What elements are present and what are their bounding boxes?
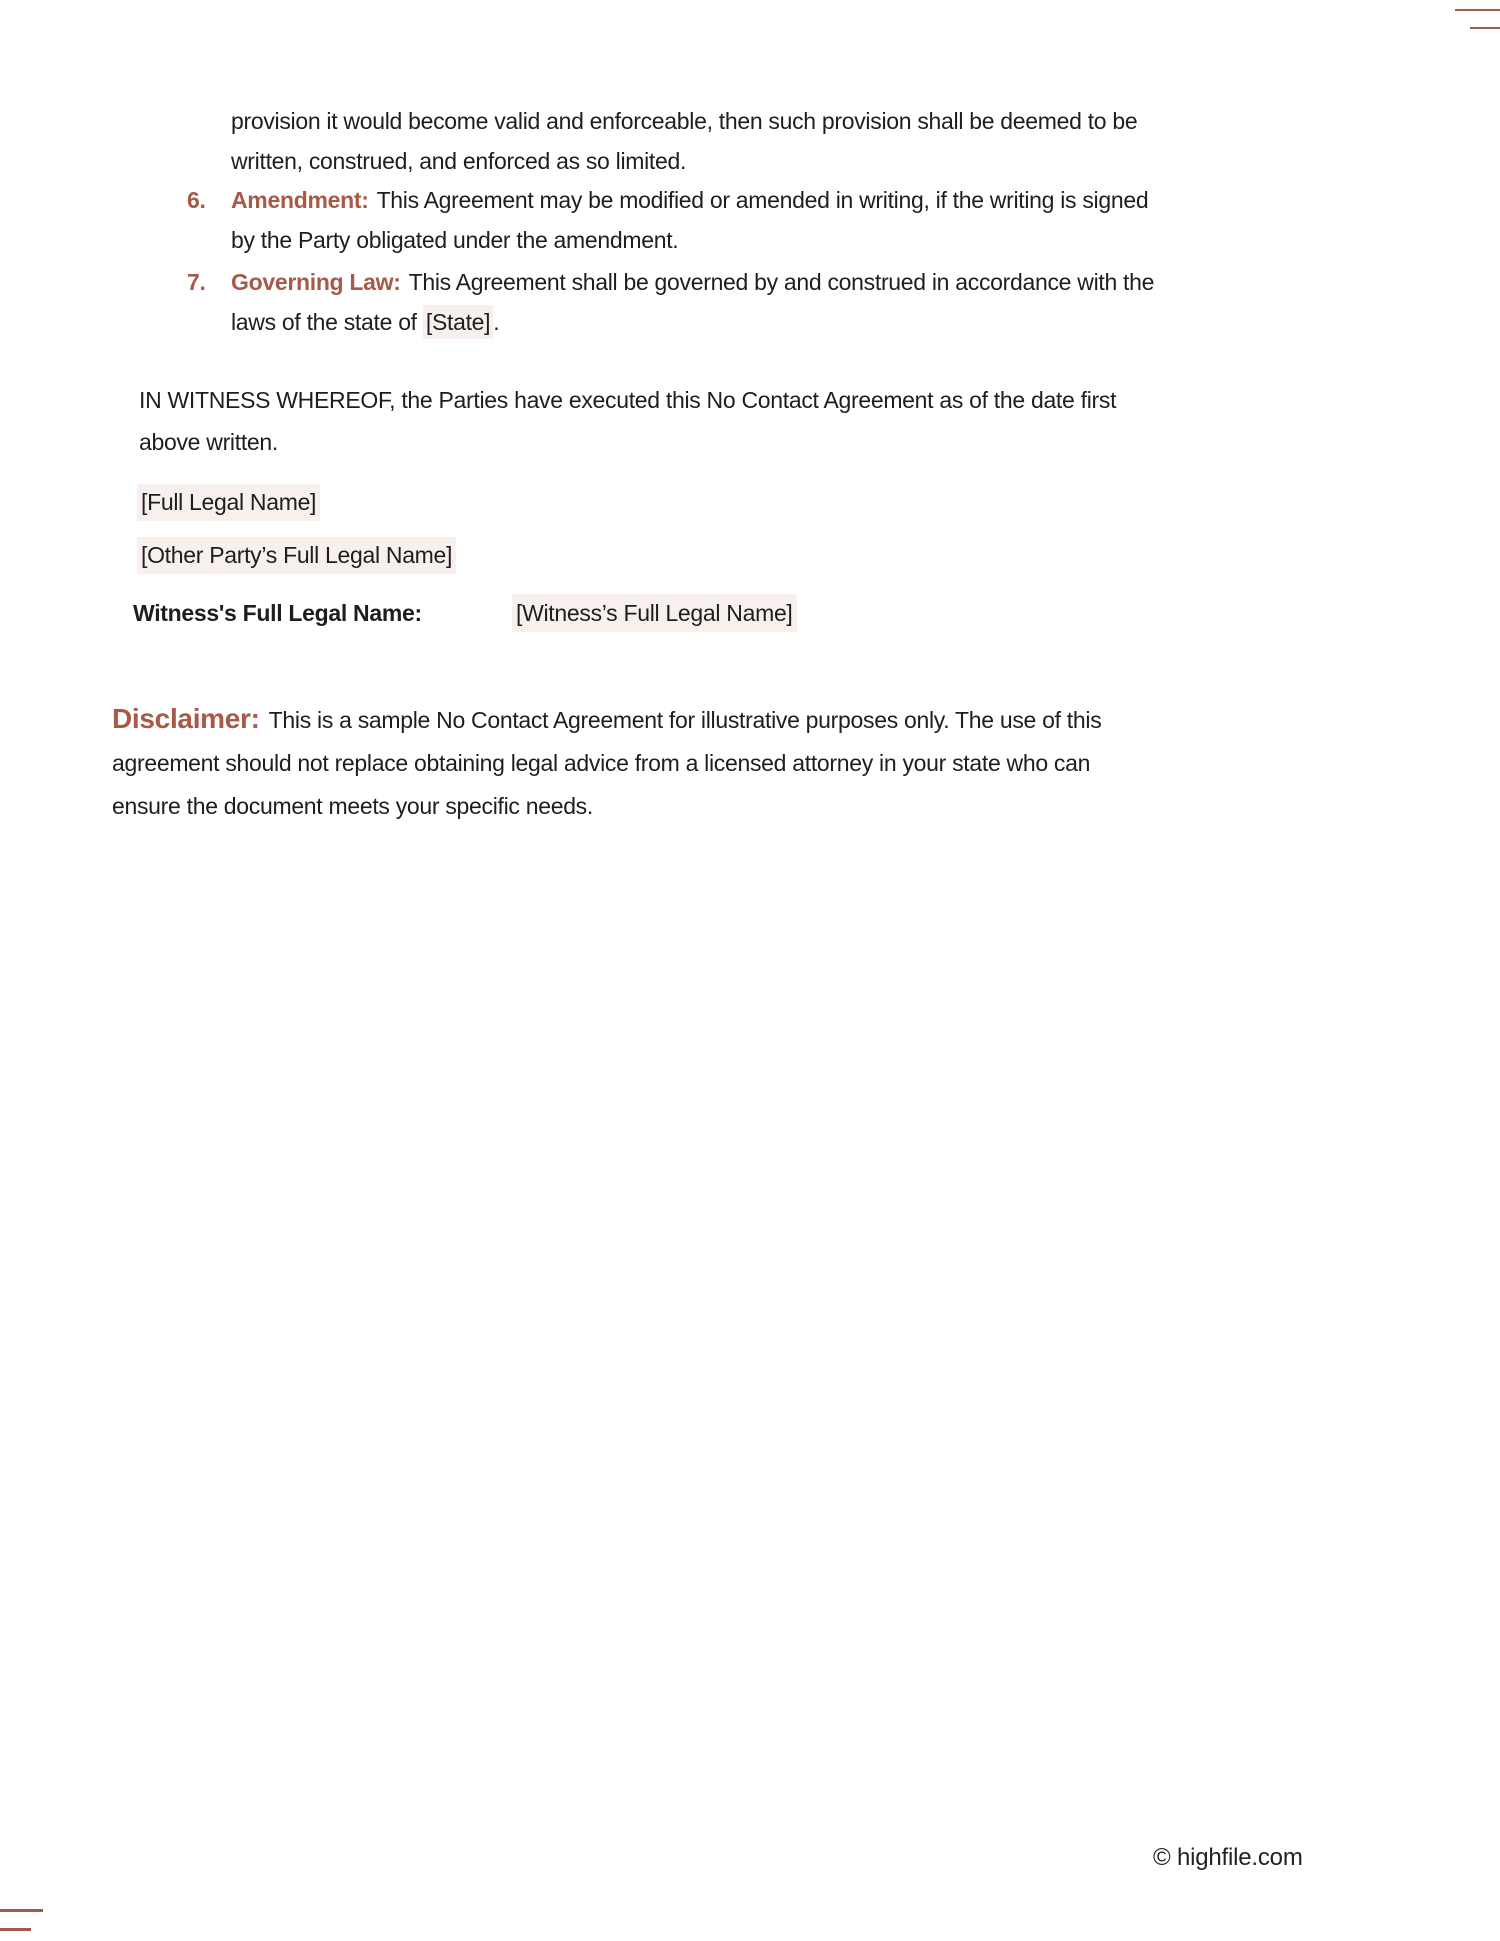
disclaimer-line: agreement should not replace obtaining legal advice from a licensed attorney in your state who can xyxy=(112,750,1091,776)
paragraph-line: provision it would become valid and enforceable, then such provision shall be deemed to be xyxy=(231,108,1138,134)
party2-name-placeholder: [Other Party’s Full Legal Name] xyxy=(137,537,456,574)
top-right-rule-icon xyxy=(1455,9,1500,11)
paragraph-line: written, construed, and enforced as so limited. xyxy=(231,148,687,174)
copyright-credit: © highfile.com xyxy=(1153,1844,1303,1871)
list-number: 7. xyxy=(187,269,206,295)
in-witness-whereof-paragraph xyxy=(139,379,1116,463)
list-item-text: . xyxy=(493,309,500,335)
party1-name-line xyxy=(137,484,320,521)
party2-name-line xyxy=(137,537,456,574)
list-item-line: by the Party obligated under the amendment. xyxy=(231,227,679,253)
list-number: 6. xyxy=(187,187,206,213)
governing-law-label: Governing Law: xyxy=(231,269,401,295)
paragraph-line: IN WITNESS WHEREOF, the Parties have executed this No Contact Agreement as of the date first xyxy=(139,387,1117,413)
witness-name-row xyxy=(0,594,1500,632)
list-item-governing-law xyxy=(187,262,1154,342)
disclaimer-label: Disclaimer: xyxy=(112,703,260,734)
bottom-left-rule-short-icon xyxy=(0,1928,31,1931)
list-item-text: laws of the state of xyxy=(231,309,423,335)
disclaimer-line xyxy=(112,697,1101,742)
paragraph-line: above written. xyxy=(139,429,278,455)
list-item-text: This Agreement may be modified or amended in writing, if the writing is signed xyxy=(376,187,1149,213)
list-item-line xyxy=(231,302,1154,342)
party1-name-placeholder: [Full Legal Name] xyxy=(137,484,320,521)
state-placeholder: [State] xyxy=(423,305,493,339)
amendment-label: Amendment: xyxy=(231,187,369,213)
bottom-left-rule-icon xyxy=(0,1909,43,1912)
disclaimer-paragraph xyxy=(112,697,1101,828)
disclaimer-line: ensure the document meets your specific needs. xyxy=(112,793,593,819)
list-item-text: This Agreement shall be governed by and construed in accordance with the xyxy=(408,269,1155,295)
top-right-rule-short-icon xyxy=(1470,27,1500,29)
list-item-line xyxy=(231,262,1154,302)
list-item-amendment xyxy=(187,180,1148,260)
list-item-line xyxy=(231,180,1148,220)
disclaimer-text: This is a sample No Contact Agreement for illustrative purposes only. The use of this xyxy=(268,707,1102,733)
witness-name-label: Witness's Full Legal Name: xyxy=(133,600,422,626)
severability-continuation-paragraph xyxy=(231,101,1137,181)
witness-name-placeholder: [Witness’s Full Legal Name] xyxy=(512,594,797,632)
